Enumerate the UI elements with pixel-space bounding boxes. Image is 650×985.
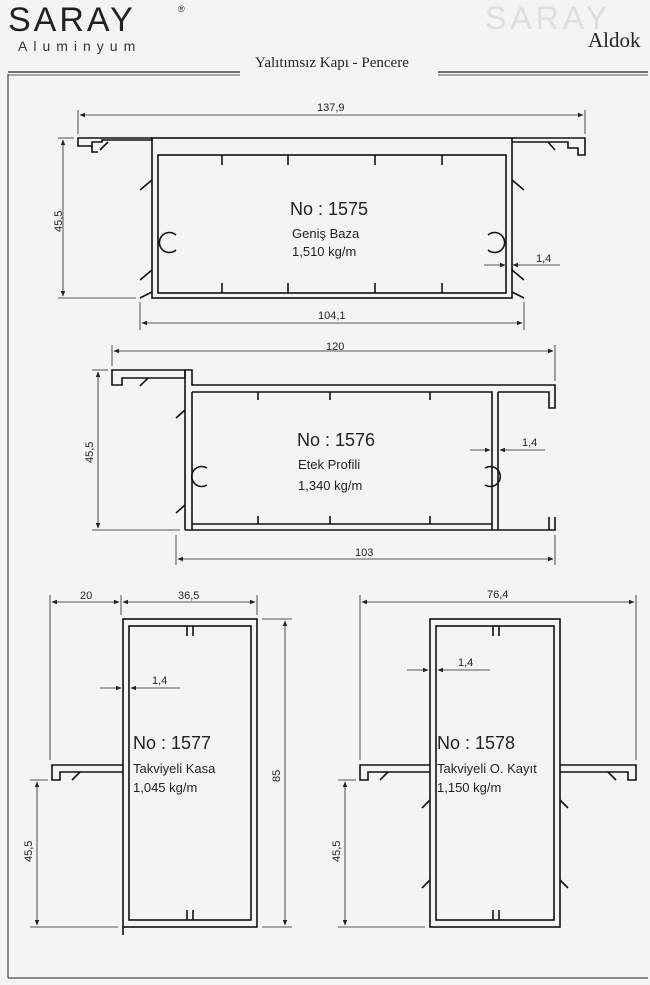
profile-1578-weight: 1,150 kg/m — [437, 780, 502, 795]
dim-1575-wall: 1,4 — [536, 253, 552, 265]
dim-1576-overall: 120 — [326, 341, 345, 353]
dim-1576-base: 103 — [355, 547, 374, 559]
profile-1575-number: No : 1575 — [290, 199, 369, 219]
profile-1578-number: No : 1578 — [437, 733, 516, 753]
profile-1578-name: Takviyeli O. Kayıt — [437, 761, 537, 776]
brand-subtitle: Aluminyum — [18, 38, 142, 54]
dim-1576-wall: 1,4 — [522, 437, 538, 449]
dim-1577-width: 36,5 — [178, 590, 200, 602]
dim-1577-height: 85 — [271, 769, 283, 782]
profile-1576-name: Etek Profili — [298, 457, 361, 472]
dim-1578-wall: 1,4 — [458, 657, 474, 669]
profile-1577 — [52, 619, 257, 935]
profile-1575-weight: 1,510 kg/m — [292, 244, 357, 259]
brand-name: SARAY — [8, 1, 136, 39]
dim-1577-wall: 1,4 — [152, 675, 168, 687]
profile-1577-weight: 1,045 kg/m — [133, 780, 198, 795]
dim-1578-lower: 45,5 — [331, 840, 343, 862]
page-title: Yalıtımsız Kapı - Pencere — [255, 55, 409, 71]
dim-1577-lower: 45,5 — [23, 840, 35, 862]
profile-1575-name: Geniş Baza — [292, 226, 360, 241]
dim-1578-overall: 76,4 — [487, 589, 509, 601]
dim-1576-height: 45,5 — [84, 441, 96, 463]
dim-1575-height: 45,5 — [53, 210, 65, 232]
profile-1576-weight: 1,340 kg/m — [298, 478, 363, 493]
ghost-brand-text: SARAY — [485, 0, 612, 36]
dim-1577-flange: 20 — [80, 590, 93, 602]
registered-mark: ® — [178, 4, 185, 14]
dim-1575-base: 104,1 — [318, 310, 346, 322]
profile-1577-name: Takviyeli Kasa — [133, 761, 216, 776]
side-title: Aldok — [588, 28, 641, 52]
profile-1576-number: No : 1576 — [297, 430, 376, 450]
profile-1577-number: No : 1577 — [133, 733, 212, 753]
dim-1575-overall: 137,9 — [317, 102, 345, 114]
